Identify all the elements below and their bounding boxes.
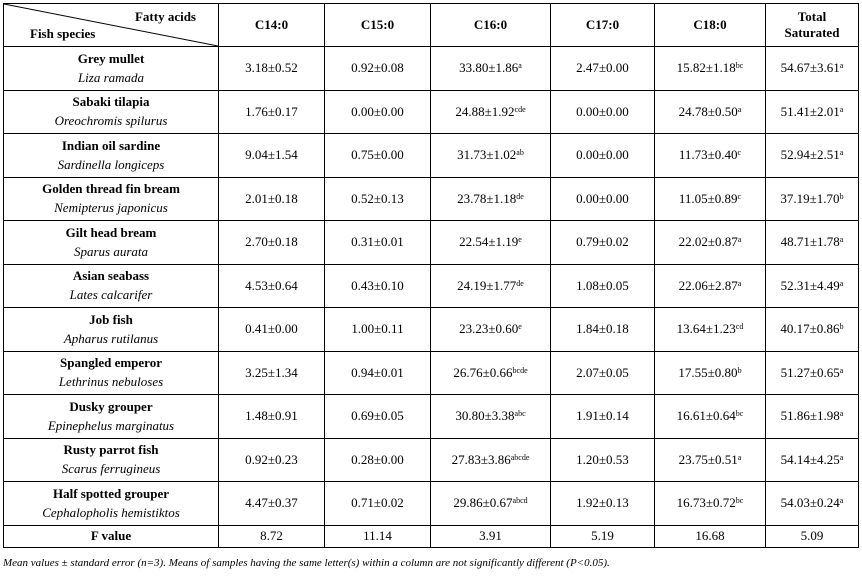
significance-letters: bc (735, 496, 744, 506)
species-cell (4, 308, 219, 352)
significance-letters: abcde (510, 452, 530, 462)
corner-header-cell (4, 4, 219, 47)
species-scientific-name: Nemipterus japonicus (54, 200, 168, 216)
value-cell (655, 395, 766, 439)
value-cell (655, 177, 766, 221)
value-cell (551, 90, 655, 134)
species-scientific-name: Lethrinus nebuloses (58, 374, 164, 390)
value-cell (551, 438, 655, 482)
value-cell (655, 308, 766, 352)
significance-letters: c (737, 191, 742, 201)
value-cell (551, 482, 655, 526)
mean-value: 2.07±0.05 (576, 364, 629, 380)
value-cell (219, 482, 325, 526)
significance-letters: b (839, 191, 844, 201)
value-cell (219, 264, 325, 308)
significance-letters: a (839, 278, 844, 288)
column-header-c18: C18:0 (655, 4, 766, 47)
mean-value: 13.64±1.23 (676, 321, 736, 337)
species-common-name: Gilt head bream (65, 224, 157, 240)
value-cell (766, 221, 859, 265)
mean-value: 54.14±4.25 (780, 451, 840, 467)
header-row (4, 4, 859, 47)
value-cell (551, 395, 655, 439)
table-row (4, 177, 859, 221)
mean-value: 0.92±0.08 (351, 60, 404, 76)
value-cell (551, 177, 655, 221)
value-cell (655, 90, 766, 134)
mean-value: 30.80±3.38 (455, 408, 515, 424)
f-value-cell: 3.91 (431, 525, 551, 547)
mean-value: 16.73±0.72 (676, 495, 736, 511)
significance-letters: a (839, 452, 844, 462)
species-scientific-name: Sparus aurata (73, 243, 149, 259)
significance-letters: a (737, 235, 742, 245)
species-cell (4, 90, 219, 134)
mean-value: 4.47±0.37 (245, 495, 298, 511)
mean-value: 1.08±0.05 (576, 277, 629, 293)
mean-value: 22.02±0.87 (678, 234, 738, 250)
column-header-total-saturated (766, 4, 859, 47)
significance-letters: a (839, 365, 844, 375)
mean-value: 0.43±0.10 (351, 277, 404, 293)
value-cell (219, 47, 325, 91)
significance-letters: bc (735, 61, 744, 71)
species-common-name: Rusty parrot fish (63, 442, 159, 458)
value-cell (325, 177, 431, 221)
value-cell (431, 90, 551, 134)
mean-value: 23.75±0.51 (678, 451, 738, 467)
value-cell (655, 482, 766, 526)
mean-value: 0.00±0.00 (576, 190, 629, 206)
mean-value: 0.79±0.02 (576, 234, 629, 250)
significance-letters: a (518, 61, 522, 71)
significance-letters: abc (514, 409, 526, 419)
mean-value: 0.00±0.00 (576, 147, 629, 163)
mean-value: 1.92±0.13 (576, 495, 629, 511)
value-cell (219, 438, 325, 482)
species-cell (4, 482, 219, 526)
mean-value: 0.31±0.01 (351, 234, 404, 250)
mean-value: 16.61±0.64 (676, 408, 736, 424)
significance-letters: a (839, 104, 844, 114)
value-cell (431, 438, 551, 482)
value-cell (219, 221, 325, 265)
mean-value: 0.69±0.05 (351, 408, 404, 424)
species-scientific-name: Liza ramada (77, 69, 145, 85)
mean-value: 54.67±3.61 (780, 60, 840, 76)
species-scientific-name: Sardinella longiceps (57, 156, 165, 172)
mean-value: 27.83±3.86 (451, 451, 511, 467)
fatty-acids-table (3, 3, 859, 548)
value-cell (551, 221, 655, 265)
value-cell (325, 351, 431, 395)
value-cell (325, 308, 431, 352)
mean-value: 40.17±0.86 (780, 321, 840, 337)
mean-value: 29.86±0.67 (453, 495, 513, 511)
value-cell (325, 482, 431, 526)
mean-value: 24.88±1.92 (455, 103, 515, 119)
value-cell (431, 177, 551, 221)
significance-letters: a (737, 452, 742, 462)
table-row (4, 351, 859, 395)
significance-letters: c (737, 148, 742, 158)
species-common-name: Spangled emperor (60, 355, 162, 371)
value-cell (766, 395, 859, 439)
species-scientific-name: Apharus rutilanus (63, 330, 159, 346)
species-common-name: Asian seabass (72, 268, 150, 284)
value-cell (325, 438, 431, 482)
significance-letters: cde (514, 104, 526, 114)
mean-value: 1.20±0.53 (576, 451, 629, 467)
mean-value: 0.75±0.00 (351, 147, 404, 163)
value-cell (431, 264, 551, 308)
table-row (4, 221, 859, 265)
value-cell (655, 134, 766, 178)
fatty-acids-label: Fatty acids (134, 9, 196, 24)
f-value-cell: 11.14 (325, 525, 431, 547)
table-row (4, 134, 859, 178)
mean-value: 52.31±4.49 (780, 277, 840, 293)
value-cell (325, 134, 431, 178)
f-value-cell: 5.19 (551, 525, 655, 547)
value-cell (219, 177, 325, 221)
value-cell (325, 395, 431, 439)
mean-value: 0.92±0.23 (245, 451, 298, 467)
significance-letters: a (839, 409, 844, 419)
f-value-cell: 16.68 (655, 525, 766, 547)
value-cell (551, 308, 655, 352)
table-row (4, 395, 859, 439)
value-cell (551, 47, 655, 91)
mean-value: 4.53±0.64 (245, 277, 298, 293)
f-value-row (4, 525, 859, 547)
value-cell (219, 90, 325, 134)
species-common-name: Indian oil sardine (61, 137, 161, 153)
value-cell (766, 264, 859, 308)
column-header-c17: C17:0 (551, 4, 655, 47)
f-value-label: F value (4, 525, 219, 547)
species-scientific-name: Oreochromis spilurus (54, 113, 168, 129)
fish-species-label: Fish species (30, 26, 96, 41)
mean-value: 0.94±0.01 (351, 364, 404, 380)
column-header-c16: C16:0 (431, 4, 551, 47)
mean-value: 51.27±0.65 (780, 364, 840, 380)
f-value-cell: 8.72 (219, 525, 325, 547)
value-cell (325, 47, 431, 91)
total-label: Total (797, 9, 827, 24)
value-cell (431, 351, 551, 395)
value-cell (431, 221, 551, 265)
significance-letters: a (839, 496, 844, 506)
mean-value: 51.41±2.01 (780, 103, 840, 119)
table-row (4, 264, 859, 308)
mean-value: 37.19±1.70 (780, 190, 840, 206)
value-cell (431, 47, 551, 91)
mean-value: 1.84±0.18 (576, 321, 629, 337)
significance-letters: a (737, 104, 742, 114)
significance-letters: ab (516, 148, 524, 158)
mean-value: 17.55±0.80 (678, 364, 738, 380)
value-cell (766, 438, 859, 482)
mean-value: 11.05±0.89 (678, 190, 738, 206)
species-scientific-name: Scarus ferrugineus (61, 461, 161, 477)
value-cell (655, 264, 766, 308)
value-cell (766, 47, 859, 91)
value-cell (766, 177, 859, 221)
value-cell (431, 134, 551, 178)
species-scientific-name: Epinephelus marginatus (47, 417, 175, 433)
mean-value: 1.48±0.91 (245, 408, 298, 424)
column-header-c14: C14:0 (219, 4, 325, 47)
value-cell (431, 482, 551, 526)
mean-value: 23.78±1.18 (457, 190, 517, 206)
mean-value: 1.76±0.17 (245, 103, 298, 119)
species-cell (4, 264, 219, 308)
value-cell (655, 351, 766, 395)
value-cell (551, 264, 655, 308)
species-scientific-name: Cephalopholis hemistiktos (42, 504, 180, 520)
mean-value: 52.94±2.51 (780, 147, 840, 163)
mean-value: 2.47±0.00 (576, 60, 629, 76)
value-cell (766, 482, 859, 526)
value-cell (766, 134, 859, 178)
mean-value: 1.00±0.11 (351, 321, 404, 337)
mean-value: 51.86±1.98 (780, 408, 840, 424)
species-cell (4, 134, 219, 178)
f-value-cell: 5.09 (766, 525, 859, 547)
significance-letters: a (737, 278, 742, 288)
significance-letters: de (516, 278, 524, 288)
saturated-label: Saturated (784, 25, 840, 40)
mean-value: 0.00±0.00 (576, 103, 629, 119)
value-cell (655, 221, 766, 265)
mean-value: 48.71±1.78 (780, 234, 840, 250)
species-cell (4, 221, 219, 265)
value-cell (766, 90, 859, 134)
mean-value: 3.25±1.34 (245, 364, 298, 380)
species-common-name: Sabaki tilapia (72, 94, 150, 110)
value-cell (219, 134, 325, 178)
value-cell (766, 308, 859, 352)
table-row (4, 438, 859, 482)
mean-value: 54.03±0.24 (780, 495, 840, 511)
mean-value: 24.19±1.77 (457, 277, 517, 293)
species-common-name: Grey mullet (77, 50, 145, 66)
species-common-name: Golden thread fin bream (42, 181, 180, 197)
mean-value: 0.28±0.00 (351, 451, 404, 467)
mean-value: 3.18±0.52 (245, 60, 298, 76)
value-cell (655, 438, 766, 482)
table-row (4, 90, 859, 134)
mean-value: 0.52±0.13 (351, 190, 404, 206)
value-cell (766, 351, 859, 395)
species-common-name: Half spotted grouper (52, 485, 170, 501)
mean-value: 22.54±1.19 (459, 234, 519, 250)
value-cell (431, 308, 551, 352)
value-cell (219, 395, 325, 439)
value-cell (325, 264, 431, 308)
species-scientific-name: Lates calcarifer (69, 287, 153, 303)
species-cell (4, 395, 219, 439)
significance-letters: b (839, 322, 844, 332)
table-row (4, 482, 859, 526)
significance-letters: abcd (512, 496, 528, 506)
mean-value: 2.70±0.18 (245, 234, 298, 250)
significance-letters: e (518, 322, 522, 332)
mean-value: 24.78±0.50 (678, 103, 738, 119)
value-cell (219, 351, 325, 395)
column-header-c15: C15:0 (325, 4, 431, 47)
significance-letters: b (737, 365, 742, 375)
significance-letters: de (516, 191, 524, 201)
mean-value: 26.76±0.66 (453, 364, 513, 380)
table-row (4, 308, 859, 352)
mean-value: 1.91±0.14 (576, 408, 629, 424)
mean-value: 9.04±1.54 (245, 147, 298, 163)
species-common-name: Job fish (89, 311, 133, 327)
significance-letters: a (839, 235, 844, 245)
mean-value: 33.80±1.86 (459, 60, 519, 76)
mean-value: 31.73±1.02 (457, 147, 517, 163)
value-cell (325, 221, 431, 265)
significance-letters: e (518, 235, 522, 245)
value-cell (219, 308, 325, 352)
mean-value: 11.73±0.40 (678, 147, 738, 163)
mean-value: 22.06±2.87 (678, 277, 738, 293)
mean-value: 23.23±0.60 (459, 321, 519, 337)
species-cell (4, 438, 219, 482)
species-cell (4, 47, 219, 91)
mean-value: 0.41±0.00 (245, 321, 298, 337)
mean-value: 2.01±0.18 (245, 190, 298, 206)
species-common-name: Dusky grouper (69, 398, 153, 414)
mean-value: 15.82±1.18 (676, 60, 736, 76)
significance-letters: a (839, 148, 844, 158)
value-cell (655, 47, 766, 91)
significance-letters: a (839, 61, 844, 71)
significance-letters: bcde (512, 365, 528, 375)
species-cell (4, 351, 219, 395)
table-footnote: Mean values ± standard error (n=3). Means of samples having the same letter(s) within a column are not significantly different (P<0.05). (3, 557, 610, 569)
value-cell (551, 134, 655, 178)
species-cell (4, 177, 219, 221)
mean-value: 0.71±0.02 (351, 495, 404, 511)
table-row (4, 47, 859, 91)
value-cell (325, 90, 431, 134)
value-cell (431, 395, 551, 439)
significance-letters: bc (735, 409, 744, 419)
value-cell (551, 351, 655, 395)
significance-letters: cd (735, 322, 744, 332)
mean-value: 0.00±0.00 (351, 103, 404, 119)
